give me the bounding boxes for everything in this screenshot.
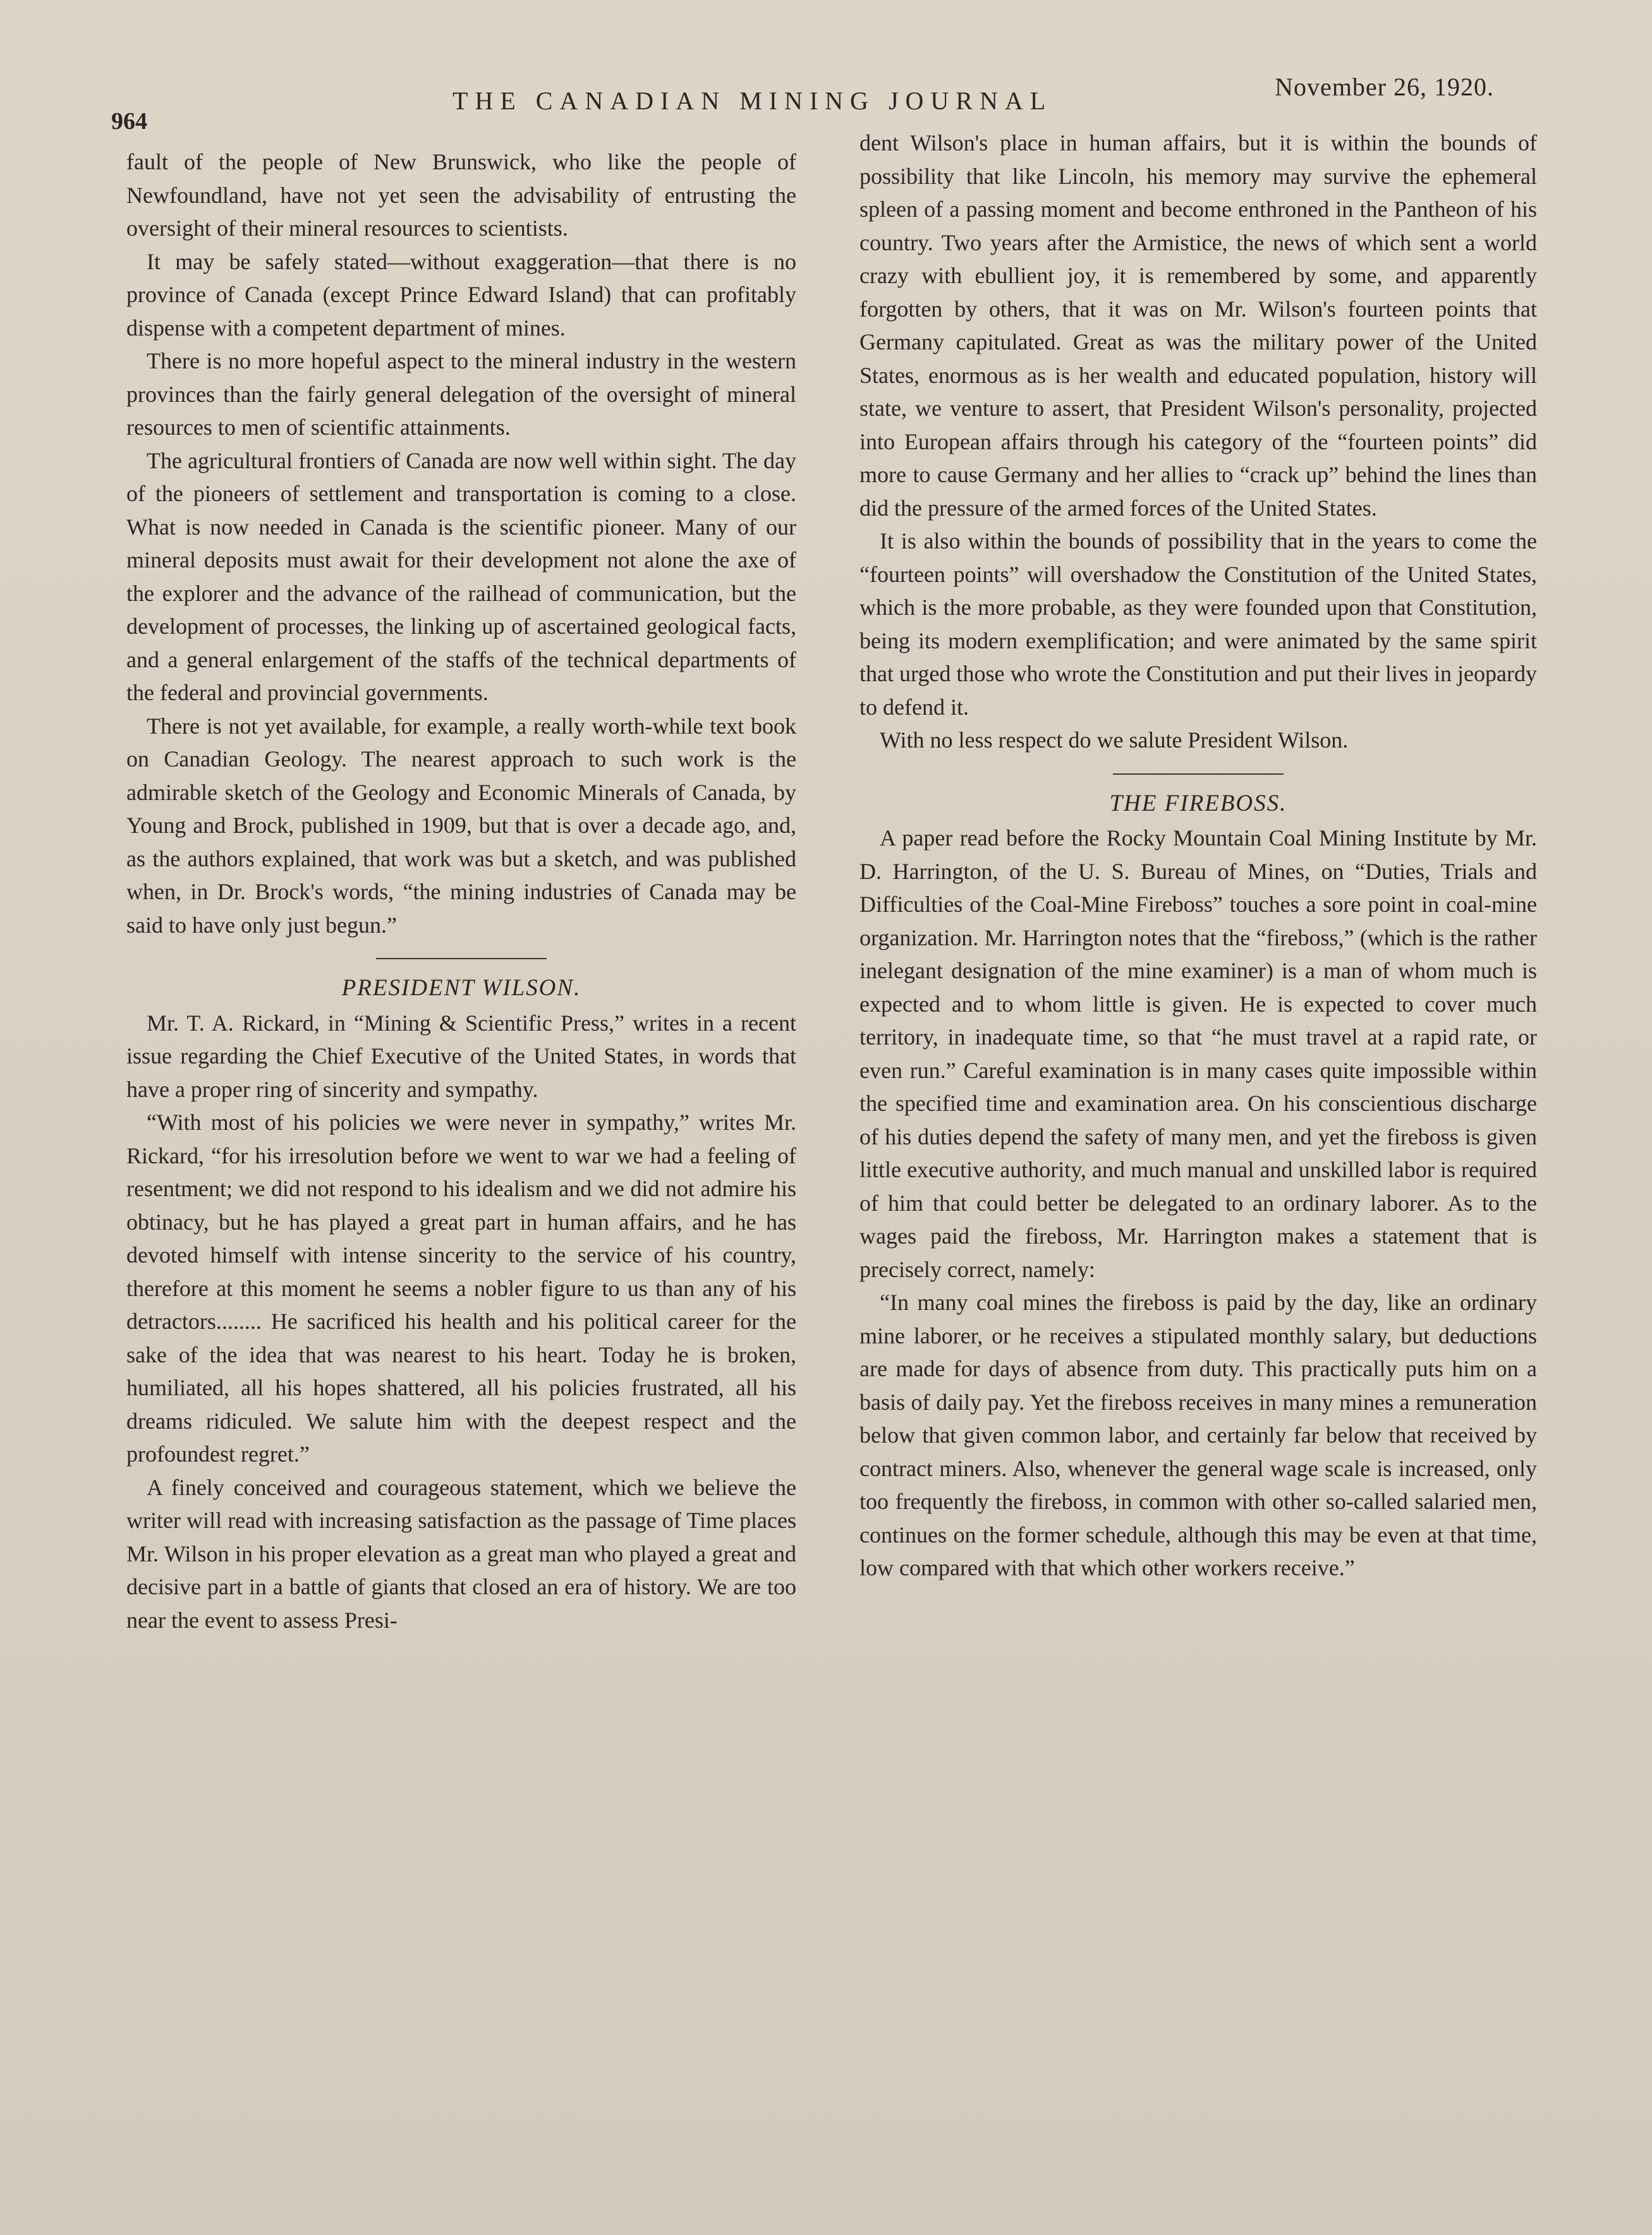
paragraph: The agricultural frontiers of Canada are now well within sight. The day of the pioneers of settlement and transportation is coming to a close. What is now needed in Canada is the scientific pioneer. Many of our mineral deposits must await for their development not alone the axe of the explorer and the advance of the railhead of communication, but the development of processes, the linking up of ascertained geological facts, and a general enlargement of the staffs of the technical departments of the federal and provincial governments. [126,447,796,705]
paragraph: There is no more hopeful aspect to the mineral industry in the western provinces than the fairly general delegation of the oversight of mineral resources to men of scientific attainments. [126,348,796,440]
section-heading-president-wilson: PRESIDENT WILSON. [341,975,581,1001]
paragraph: “In many coal mines the fireboss is paid by the day, like an ordinary mine laborer, or he receives a stipulated monthly salary, but deductions are made for days of absence from duty. This practically puts him on a basis of daily pay. Yet the fireboss receives in many mines a remuneration below that given common labor, and certainly far below that received by contract miners. Also, whenever the general wage scale is increased, only too frequently the fireboss, in common with other so-called salaried men, continues on the former schedule, although this may be even at that time, low compared with that which other workers receive.” [859,1290,1537,1580]
page-header [111,68,1494,135]
paragraph: With no less respect do we salute President Wilson. [880,727,1349,753]
paragraph: “With most of his policies we were never in sympathy,” writes Mr. Rickard, “for his irresolution before we went to war we had a feeling of resentment; we did not respond to his idealism and we did not admire his obtinacy, but he has played a great part in human affairs, and he has devoted himself with intense sincerity to the service of his country, therefore at this moment he seems a nobler figure to us than any of his detractors........ He sacrificed his health and his political career for the sake of the idea that was nearest to his heart. Today he is broken, humiliated, all his hopes shattered, all his policies frustrated, all his dreams ridiculed. We salute him with the deepest respect and the profoundest regret.” [126,1110,796,1467]
paragraph: dent Wilson's place in human affairs, but it is within the bounds of possibility that like Lincoln, his memory may survive the ephemeral spleen of a passing moment and become enthroned in the Pantheon of his country. Two years after the Armistice, the news of which sent a world crazy with ebullient joy, it is remembered by some, and apparently forgotten by others, that it was on Mr. Wilson's fourteen points that Germany capitulated. Great as was the military power of the United States, enormous as is her wealth and educated population, history will state, we venture to assert, that President Wilson's personality, projected into European affairs through his category of the “fourteen points” did more to cause Germany and her allies to “crack up” behind the lines than did the pressure of the armed forces of the United States. [859,130,1537,521]
section-heading-fireboss: THE FIREBOSS. [1109,790,1287,816]
paragraph: Mr. T. A. Rickard, in “Mining & Scientific Press,” writes in a recent issue regarding the Chief Executive of the United States, in words that have a proper ring of sincerity and sympathy. [126,1010,796,1102]
section-divider [1113,773,1284,775]
section-divider [376,958,547,959]
paragraph: It is also within the bounds of possibility that in the years to come the “fourteen points” will overshadow the Constitution of the United States, which is the more probable, as they were founded upon that Constitution, being its modern exemplification; and were animated by the same spirit that urged those who wrote the Constitution and put their lives in jeopardy to defend it. [859,528,1537,720]
issue-date: November 26, 1920. [1275,73,1494,101]
paragraph: fault of the people of New Brunswick, who like the people of Newfoundland, have not yet seen the advisability of entrusting the oversight of their mineral resources to scientists. [126,149,796,241]
paragraph: There is not yet available, for example, a really worth-while text book on Canadian Geology. The nearest approach to such work is the admirable sketch of the Geology and Economic Minerals of Canada, by Young and Brock, published in 1909, but that is over a decade ago, and, as the authors explained, that work was but a sketch, and was published when, in Dr. Brock's words, “the mining industries of Canada may be said to have only just begun.” [126,713,796,938]
paragraph: A finely conceived and courageous statement, which we believe the writer will read with increasing satisfaction as the passage of Time places Mr. Wilson in his proper elevation as a great man who played a great and decisive part in a battle of giants that closed an era of history. We are too near the event to assess Presi- [126,1474,796,1633]
paragraph: It may be safely stated—without exaggeration—that there is no province of Canada (except Prince Edward Island) that can profitably dispense with a competent department of mines. [126,248,796,341]
journal-title: THE CANADIAN MINING JOURNAL [452,87,1053,115]
right-column [859,126,1537,1585]
page-number: 964 [111,108,147,135]
left-column [126,145,796,1637]
paragraph: A paper read before the Rocky Mountain Coal Mining Institute by Mr. D. Harrington, of the U. S. Bureau of Mines, on “Duties, Trials and Difficulties of the Coal-Mine Fireboss” touches a sore point in coal-mine organization. Mr. Harrington notes that the “fireboss,” (which is the rather inelegant designation of the mine examiner) is a man of whom much is expected and to whom little is given. He is expected to cover much territory, in inadequate time, so that “he must travel at a rapid rate, or even run.” Careful examination is in many cases quite impossible within the specified time and examination area. On his conscientious discharge of his duties depend the safety of many men, and yet the fireboss is given little executive authority, and much manual and unskilled labor is required of him that could better be delegated to an ordinary laborer. As to the wages paid the fireboss, Mr. Harrington makes a statement that is precisely correct, namely: [859,825,1537,1282]
